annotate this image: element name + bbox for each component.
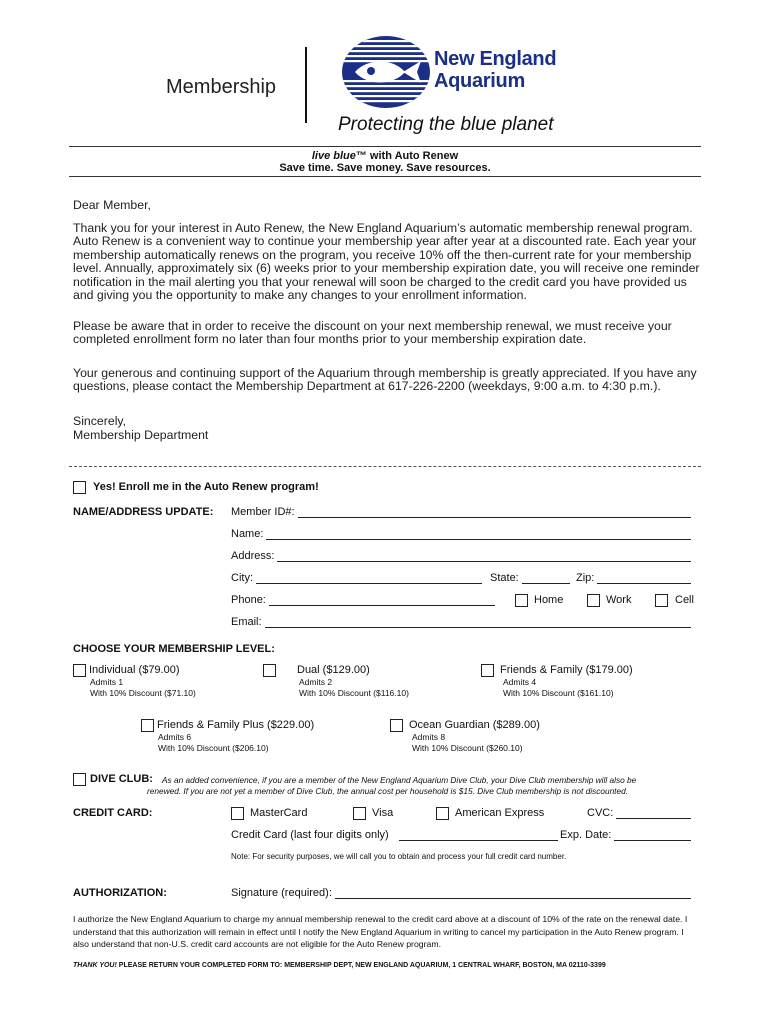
level-discount: With 10% Discount ($206.10)	[158, 743, 269, 753]
mastercard-checkbox[interactable]	[231, 807, 244, 820]
tagline: Protecting the blue planet	[338, 114, 554, 135]
level-dual-checkbox[interactable]	[263, 664, 276, 677]
member-id-field[interactable]: Member ID#:	[231, 506, 691, 518]
name-field[interactable]: Name:	[231, 528, 691, 540]
state-field[interactable]: State:	[490, 572, 570, 584]
footer-return-address: THANK YOU! PLEASE RETURN YOUR COMPLETED FORM TO: MEMBERSHIP DEPT, NEW ENGLAND AQUARIUM, 1 CENTRAL WHARF, BOSTON, MA 02110-3399	[73, 962, 606, 969]
letter-signature: Membership Department	[73, 428, 209, 442]
header-divider	[305, 47, 307, 123]
mastercard-label: MasterCard	[250, 807, 308, 819]
greeting: Dear Member,	[73, 198, 151, 212]
aquarium-logo	[341, 35, 431, 109]
cvc-field[interactable]: CVC:	[587, 807, 691, 819]
visa-label: Visa	[372, 807, 394, 819]
phone-work-checkbox[interactable]	[587, 594, 600, 607]
divider	[69, 146, 701, 147]
level-individual-checkbox[interactable]	[73, 664, 86, 677]
credit-card-label: CREDIT CARD:	[73, 807, 153, 819]
cut-line	[69, 466, 701, 467]
level-admits: Admits 6	[158, 732, 192, 742]
divider	[69, 176, 701, 177]
level-ocean-guardian-checkbox[interactable]	[390, 719, 403, 732]
city-field[interactable]: City:	[231, 572, 482, 584]
level-name: Ocean Guardian ($289.00)	[409, 719, 540, 731]
org-name-line1: New England	[434, 48, 557, 70]
page-title: Membership	[166, 76, 277, 98]
email-field[interactable]: Email:	[231, 616, 691, 628]
dive-club-text-2: renewed. If you are not yet a member of Dive Club, the annual cost per household is $15. Dive Club membership is not discounted.	[147, 786, 629, 796]
level-admits: Admits 1	[90, 677, 124, 687]
level-discount: With 10% Discount ($260.10)	[412, 743, 523, 753]
level-discount: With 10% Discount ($116.10)	[299, 688, 409, 698]
letter-paragraph-3: Your generous and continuing support of the Aquarium through membership is greatly appreciated. If you have any questions, please contact the Membership Department at 617-226-2200 (weekdays, 9:00 a.m. to 4:30 p.m.).	[73, 366, 697, 394]
dive-club-label: DIVE CLUB:	[90, 773, 153, 785]
level-admits: Admits 8	[412, 732, 446, 742]
level-name: Individual ($79.00)	[89, 664, 180, 676]
dive-club-checkbox[interactable]	[73, 773, 86, 786]
phone-work-label: Work	[606, 594, 632, 606]
phone-home-label: Home	[534, 594, 564, 606]
level-friends-family-checkbox[interactable]	[481, 664, 494, 677]
subheading-line2: Save time. Save money. Save resources.	[279, 162, 491, 174]
letter-paragraph-1: Thank you for your interest in Auto Renew, the New England Aquarium’s automatic membership renewal program. Auto Renew is a convenient way to continue your membership year after year at a discounted rate. Each year your membership automatically renews on the program, you receive 10% off the then-current rate for your membership level. Annually, approximately six (6) weeks prior to your membership expiration date, you will receive one reminder notification in the mail alerting you that your renewal will soon be charged to the credit card you have provided us and giving you the opportunity to make any changes to your enrollment information.	[73, 221, 700, 303]
name-address-label: NAME/ADDRESS UPDATE:	[73, 506, 214, 518]
level-name: Dual ($129.00)	[297, 664, 370, 676]
amex-label: American Express	[455, 807, 545, 819]
subheading-line1: live blue™ with Auto Renew	[311, 150, 459, 162]
level-discount: With 10% Discount ($161.10)	[503, 688, 614, 698]
letter-paragraph-2: Please be aware that in order to receive the discount on your next membership renewal, we must receive your completed enrollment form no later than four months prior to your membership expiration date.	[73, 319, 672, 347]
phone-field[interactable]: Phone:	[231, 594, 495, 606]
authorization-label: AUTHORIZATION:	[73, 887, 167, 899]
level-admits: Admits 2	[299, 677, 333, 687]
level-name: Friends & Family ($179.00)	[500, 664, 633, 676]
enroll-checkbox[interactable]	[73, 481, 86, 494]
level-friends-family-plus-checkbox[interactable]	[141, 719, 154, 732]
security-note: Note: For security purposes, we will call you to obtain and process your full credit card number.	[231, 852, 567, 861]
authorization-text: I authorize the New England Aquarium to charge my annual membership renewal to the credit card above at a discount of 10% of the rate on the renewal date. I understand that this authorization will remain in effect until I notify the New England Aquarium in writing to cancel my participation in the Auto Renew program. I also understand that non-U.S. credit card accounts are not eligible for the Auto Renew program.	[73, 914, 688, 949]
level-name: Friends & Family Plus ($229.00)	[157, 719, 315, 731]
phone-cell-label: Cell	[675, 594, 694, 606]
signature-field[interactable]: Signature (required):	[231, 887, 691, 899]
card-last-four-field[interactable]: Credit Card (last four digits only)	[231, 829, 558, 841]
enroll-label: Yes! Enroll me in the Auto Renew program!	[93, 481, 319, 493]
visa-checkbox[interactable]	[353, 807, 366, 820]
amex-checkbox[interactable]	[436, 807, 449, 820]
exp-date-field[interactable]: Exp. Date:	[560, 829, 691, 841]
membership-level-heading: CHOOSE YOUR MEMBERSHIP LEVEL:	[73, 643, 275, 655]
level-discount: With 10% Discount ($71.10)	[90, 688, 196, 698]
phone-home-checkbox[interactable]	[515, 594, 528, 607]
phone-cell-checkbox[interactable]	[655, 594, 668, 607]
dive-club-text-1: As an added convenience, if you are a member of the New England Aquarium Dive Club, your Dive Club membership will also be	[162, 775, 637, 785]
level-admits: Admits 4	[503, 677, 537, 687]
org-name-line2: Aquarium	[434, 70, 525, 92]
closing: Sincerely,	[73, 414, 127, 428]
zip-field[interactable]: Zip:	[576, 572, 691, 584]
address-field[interactable]: Address:	[231, 550, 691, 562]
